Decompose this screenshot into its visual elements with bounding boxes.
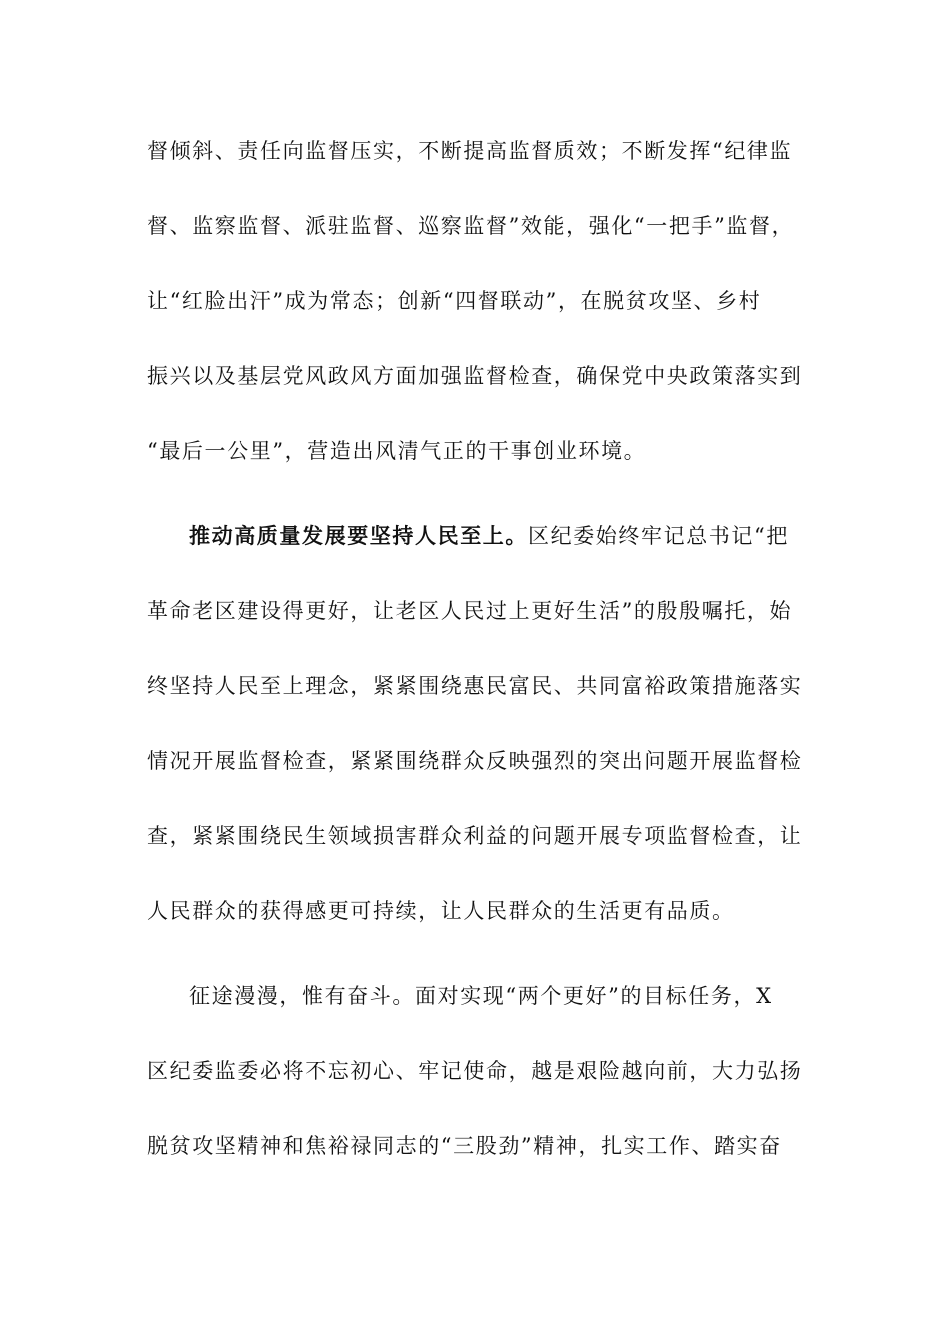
- paragraph-1-line-2: 督、监察监督、派驻监督、巡察监督”效能，强化“一把手”监督，: [147, 214, 795, 238]
- paragraph-2-line-2: 革命老区建设得更好，让老区人民过上更好生活”的殷殷嘱托，始: [147, 599, 793, 623]
- paragraph-2-line-5: 查，紧紧围绕民生领域损害群众利益的问题开展专项监督检查，让: [147, 824, 803, 848]
- paragraph-3-line-3: 脱贫攻坚精神和焦裕禄同志的“三股劲”精神，扎实工作、踏实奋: [147, 1134, 782, 1158]
- paragraph-1-line-1: 督倾斜、责任向监督压实，不断提高监督质效；不断发挥“纪律监: [147, 139, 793, 163]
- paragraph-3-line-2: 区纪委监委必将不忘初心、牢记使命，越是艰险越向前，大力弘扬: [147, 1059, 803, 1083]
- paragraph-1-line-4: 振兴以及基层党风政风方面加强监督检查，确保党中央政策落实到: [147, 364, 803, 388]
- paragraph-1-line-3: 让“红脸出汗”成为常态；创新“四督联动”，在脱贫攻坚、乡村: [147, 289, 762, 313]
- paragraph-2-line-4: 情况开展监督检查，紧紧围绕群众反映强烈的突出问题开展监督检: [147, 749, 803, 773]
- paragraph-2-first-line-rest: 区纪委始终牢记总书记“把: [528, 524, 789, 548]
- paragraph-3-line-1: 征途漫漫，惟有奋斗。面对实现“两个更好”的目标任务，X: [189, 984, 773, 1008]
- paragraph-2-line-3: 终坚持人民至上理念，紧紧围绕惠民富民、共同富裕政策措施落实: [147, 674, 803, 698]
- paragraph-2-line-1: [189, 521, 829, 551]
- paragraph-2-line-6: 人民群众的获得感更可持续，让人民群众的生活更有品质。: [147, 899, 735, 923]
- paragraph-2-heading: 推动高质量发展要坚持人民至上。: [189, 523, 528, 548]
- paragraph-1-line-5: “最后一公里”，营造出风清气正的干事创业环境。: [147, 439, 647, 463]
